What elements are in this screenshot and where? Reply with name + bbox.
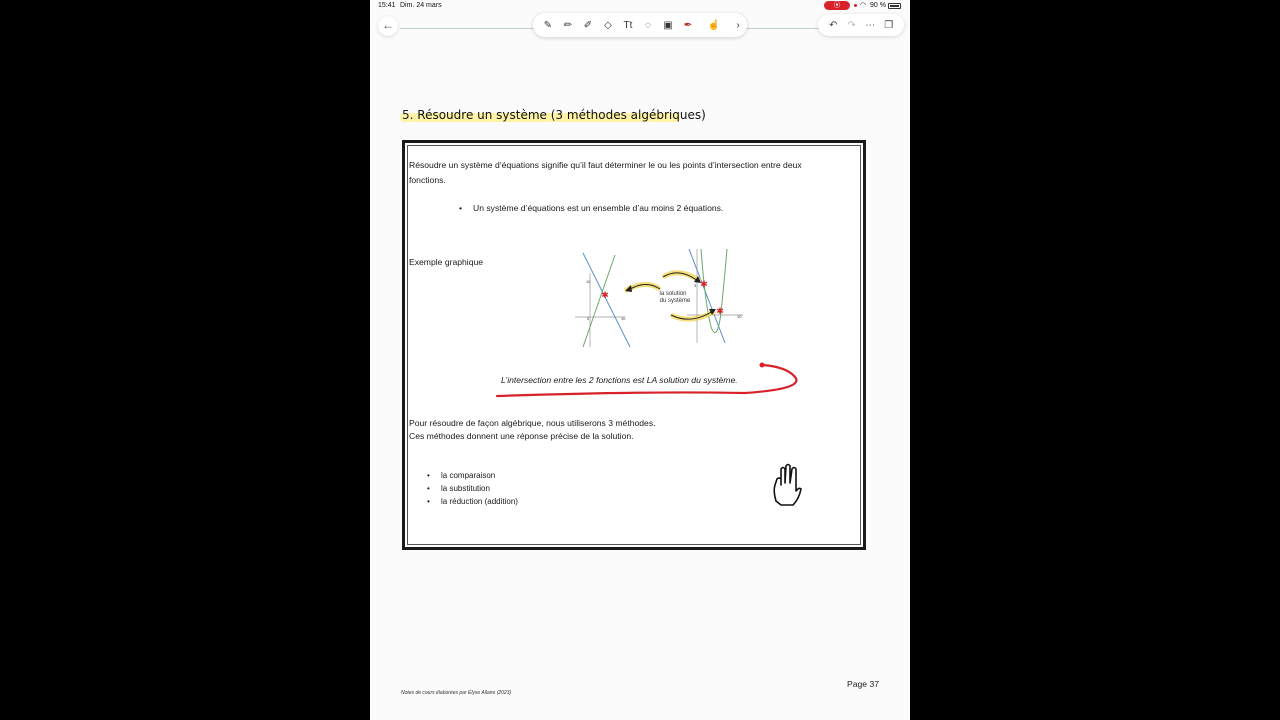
conclusion-text: L’intersection entre les 2 fonctions est LA solution du système. [501, 375, 738, 385]
lasso-icon[interactable]: ◌ [645, 19, 651, 31]
content-box [402, 140, 866, 550]
right-intersection-point-2: ✱ [716, 306, 724, 316]
right-x-tick: 10 [737, 314, 742, 319]
method-item: • la réduction (addition) [441, 494, 518, 509]
intro-line-2: fonctions. [409, 175, 446, 185]
left-x-tick: 10 [621, 316, 626, 321]
red-ink-underline [495, 359, 805, 401]
right-intersection-point-1: ✱ [700, 279, 708, 289]
battery-percent: 90 % [870, 2, 886, 9]
image-icon[interactable]: ▣ [663, 19, 673, 31]
left-line-2 [583, 255, 615, 347]
page-number: Page 37 [847, 679, 880, 689]
document-actions-bar [818, 14, 904, 36]
mic-indicator-icon [854, 4, 857, 7]
pencil-icon[interactable]: ✏ [563, 19, 573, 31]
three-fingers-hand-icon [769, 461, 805, 509]
battery-icon [888, 3, 901, 9]
status-date: Dim. 24 mars [400, 2, 442, 9]
right-line [689, 249, 725, 343]
notes-app-screen [370, 0, 910, 720]
left-y-tick: 10 [586, 279, 591, 284]
screen-recording-icon[interactable]: ⦿ [824, 1, 850, 10]
chevron-right-icon[interactable]: › [736, 19, 740, 31]
section-title: Résoudre un système (3 méthodes algébriques) [417, 108, 706, 122]
pages-icon[interactable]: ❐ [884, 19, 894, 31]
text-tool-icon[interactable]: Tt [623, 19, 633, 31]
right-y-tick: 3 [694, 283, 697, 288]
footer-credit: Notes de cours élaborées par Élyse Allaire (2023) [401, 690, 512, 696]
methods-intro-line-1: Pour résoudre de façon algébrique, nous utiliserons 3 méthodes. [409, 418, 656, 428]
redo-icon[interactable]: ↷ [847, 19, 856, 31]
color-marker-icon[interactable]: ✒ [683, 19, 693, 31]
undo-icon[interactable]: ↶ [829, 19, 838, 31]
method-item: • la substitution [441, 481, 490, 496]
drawing-toolbar [533, 13, 747, 37]
left-intersection-point: ✱ [601, 290, 609, 300]
back-button[interactable]: ← [378, 16, 398, 36]
methods-intro-line-2: Ces méthodes donnent une réponse précise de la solution. [409, 431, 634, 441]
annotation-line-1: la solution [659, 291, 687, 297]
section-number: 5. [402, 108, 414, 122]
more-icon[interactable]: ⋯ [865, 19, 876, 31]
method-item: • la comparaison [441, 468, 495, 483]
left-origin-tick: 0 [587, 316, 590, 321]
definition-bullet: • Un système d’équations est un ensemble d’au moins 2 équations. [473, 201, 723, 216]
wifi-icon: ◠ [860, 2, 867, 9]
eraser-icon[interactable]: ◇ [604, 19, 612, 31]
annotation-line-2: du système [659, 298, 691, 304]
example-graphs [555, 243, 745, 353]
red-ink-dot [760, 363, 765, 368]
intro-line-1: Résoudre un système d’équations signifie qu’il faut déterminer le ou les points d’intersection entre deux [409, 160, 802, 170]
status-time: 15:41 [378, 2, 396, 9]
example-label: Exemple graphique [409, 257, 484, 267]
hand-touch-icon[interactable]: ☝ [707, 19, 721, 31]
status-bar [370, 0, 910, 12]
highlighter-icon[interactable]: ✐ [583, 19, 593, 31]
red-ink-stroke [497, 365, 796, 396]
section-heading [402, 108, 706, 122]
pen-icon[interactable]: ✎ [543, 19, 553, 31]
right-parabola [701, 249, 727, 333]
